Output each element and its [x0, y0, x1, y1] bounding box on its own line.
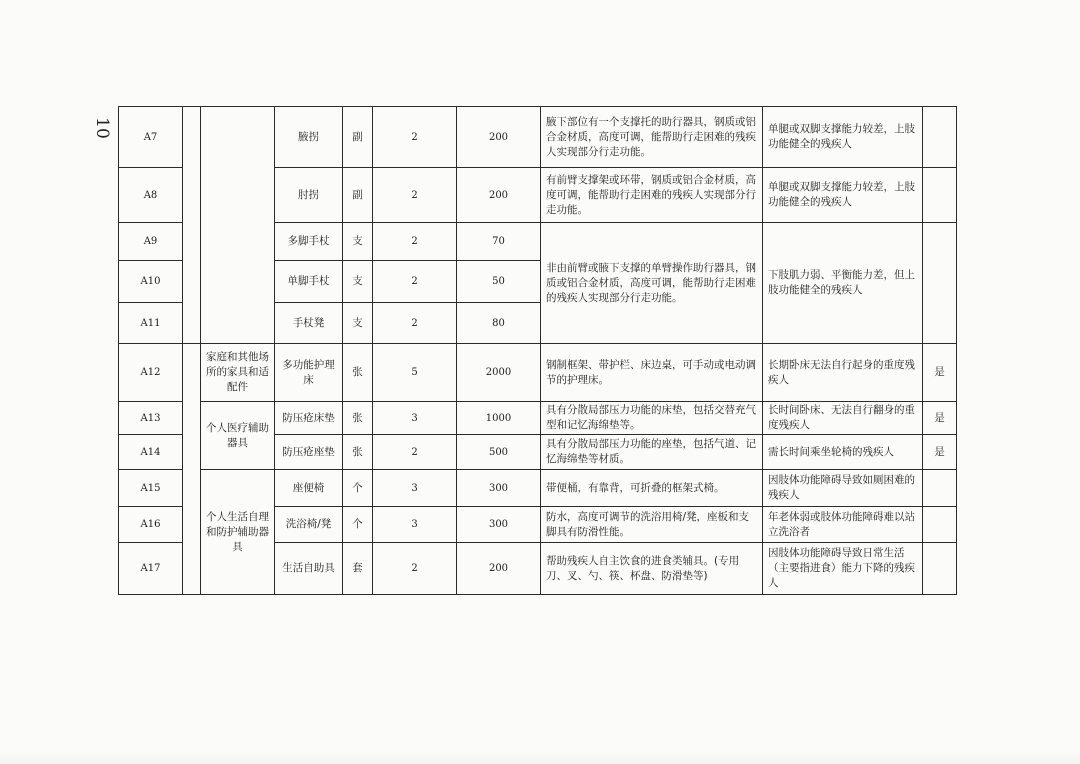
item-target-group: 长期卧床无法自行起身的重度残疾人	[763, 344, 923, 402]
assistive-devices-table	[118, 106, 957, 595]
item-mark	[923, 223, 957, 344]
item-quantity: 3	[373, 470, 457, 507]
item-price: 200	[457, 543, 541, 595]
item-quantity: 2	[373, 261, 457, 303]
item-quantity: 2	[373, 168, 457, 223]
item-name: 单脚手杖	[275, 261, 343, 303]
table-row	[119, 344, 957, 402]
item-description: 钢制框架、带护栏、床边桌，可手动或电动调节的护理床。	[541, 344, 763, 402]
item-price: 200	[457, 168, 541, 223]
item-mark	[923, 107, 957, 168]
category-cell: 个人医疗辅助器具	[201, 402, 275, 470]
item-code: A9	[119, 223, 183, 261]
item-quantity: 3	[373, 507, 457, 543]
item-quantity: 2	[373, 303, 457, 344]
item-target-group: 单腿或双脚支撑能力较差，上肢功能健全的残疾人	[763, 168, 923, 223]
item-price: 300	[457, 507, 541, 543]
item-unit: 张	[343, 344, 373, 402]
blank-cell	[183, 107, 201, 344]
item-description: 具有分散局部压力功能的床垫，包括交替充气型和记忆海绵垫等。	[541, 402, 763, 435]
item-unit: 支	[343, 223, 373, 261]
item-quantity: 2	[373, 223, 457, 261]
item-code: A11	[119, 303, 183, 344]
item-price: 2000	[457, 344, 541, 402]
category-cell	[201, 107, 275, 344]
item-unit: 套	[343, 543, 373, 595]
item-name: 多脚手杖	[275, 223, 343, 261]
item-description: 带便桶，有靠背，可折叠的框架式椅。	[541, 470, 763, 507]
table-row	[119, 107, 957, 168]
item-name: 手杖凳	[275, 303, 343, 344]
item-mark	[923, 470, 957, 507]
item-unit: 张	[343, 402, 373, 435]
blank-cell	[183, 344, 201, 595]
item-price: 1000	[457, 402, 541, 435]
item-name: 防压疮床垫	[275, 402, 343, 435]
item-target-group: 需长时间乘坐轮椅的残疾人	[763, 435, 923, 470]
item-code: A12	[119, 344, 183, 402]
category-cell: 家庭和其他场所的家具和适配件	[201, 344, 275, 402]
item-code: A17	[119, 543, 183, 595]
item-price: 50	[457, 261, 541, 303]
item-description: 腋下部位有一个支撑托的助行器具，钢质或铝合金材质，高度可调，能帮助行走困难的残疾人实现部分行走功能。	[541, 107, 763, 168]
item-mark: 是	[923, 402, 957, 435]
item-price: 300	[457, 470, 541, 507]
item-mark	[923, 168, 957, 223]
item-unit: 支	[343, 303, 373, 344]
item-name: 洗浴椅/凳	[275, 507, 343, 543]
item-code: A16	[119, 507, 183, 543]
page-number: 10	[92, 117, 112, 139]
scan-shadow	[0, 750, 1080, 764]
item-quantity: 2	[373, 543, 457, 595]
item-code: A8	[119, 168, 183, 223]
item-target-group: 长时间卧床、无法自行翻身的重度残疾人	[763, 402, 923, 435]
item-name: 生活自助具	[275, 543, 343, 595]
item-unit: 个	[343, 507, 373, 543]
item-code: A7	[119, 107, 183, 168]
item-price: 500	[457, 435, 541, 470]
item-name: 座便椅	[275, 470, 343, 507]
item-description: 防水，高度可调节的洗浴用椅/凳，座板和支脚具有防滑性能。	[541, 507, 763, 543]
item-description: 帮助残疾人自主饮食的进食类辅具。(专用刀、叉、勺、筷、杯盘、防滑垫等)	[541, 543, 763, 595]
item-unit: 支	[343, 261, 373, 303]
item-name: 多功能护理床	[275, 344, 343, 402]
item-description: 具有分散局部压力功能的座垫，包括气道、记忆海绵垫等材质。	[541, 435, 763, 470]
item-mark: 是	[923, 435, 957, 470]
item-unit: 副	[343, 107, 373, 168]
item-quantity: 5	[373, 344, 457, 402]
item-price: 80	[457, 303, 541, 344]
item-name: 肘拐	[275, 168, 343, 223]
item-unit: 副	[343, 168, 373, 223]
item-description: 有前臂支撑架或环带，钢质或铝合金材质，高度可调，能帮助行走困难的残疾人实现部分行走功能。	[541, 168, 763, 223]
item-mark	[923, 507, 957, 543]
item-mark	[923, 543, 957, 595]
item-unit: 张	[343, 435, 373, 470]
item-target-group: 年老体弱或肢体功能障碍难以站立洗浴者	[763, 507, 923, 543]
item-code: A15	[119, 470, 183, 507]
item-quantity: 2	[373, 435, 457, 470]
item-target-group: 因肢体功能障碍导致日常生活（主要指进食）能力下降的残疾人	[763, 543, 923, 595]
item-code: A14	[119, 435, 183, 470]
item-quantity: 3	[373, 402, 457, 435]
category-cell: 个人生活自理和防护辅助器具	[201, 470, 275, 595]
table-row	[119, 402, 957, 435]
item-name: 腋拐	[275, 107, 343, 168]
item-mark: 是	[923, 344, 957, 402]
item-name: 防压疮座垫	[275, 435, 343, 470]
item-unit: 个	[343, 470, 373, 507]
item-target-group: 单腿或双脚支撑能力较差，上肢功能健全的残疾人	[763, 107, 923, 168]
item-code: A13	[119, 402, 183, 435]
item-description: 非由前臂或腋下支撑的单臂操作助行器具，钢质或铝合金材质，高度可调，能帮助行走困难的残疾人实现部分行走功能。	[541, 223, 763, 344]
item-code: A10	[119, 261, 183, 303]
item-target-group: 因肢体功能障碍导致如厕困难的残疾人	[763, 470, 923, 507]
item-price: 70	[457, 223, 541, 261]
item-price: 200	[457, 107, 541, 168]
table-row	[119, 470, 957, 507]
item-quantity: 2	[373, 107, 457, 168]
item-target-group: 下肢肌力弱、平衡能力差，但上肢功能健全的残疾人	[763, 223, 923, 344]
